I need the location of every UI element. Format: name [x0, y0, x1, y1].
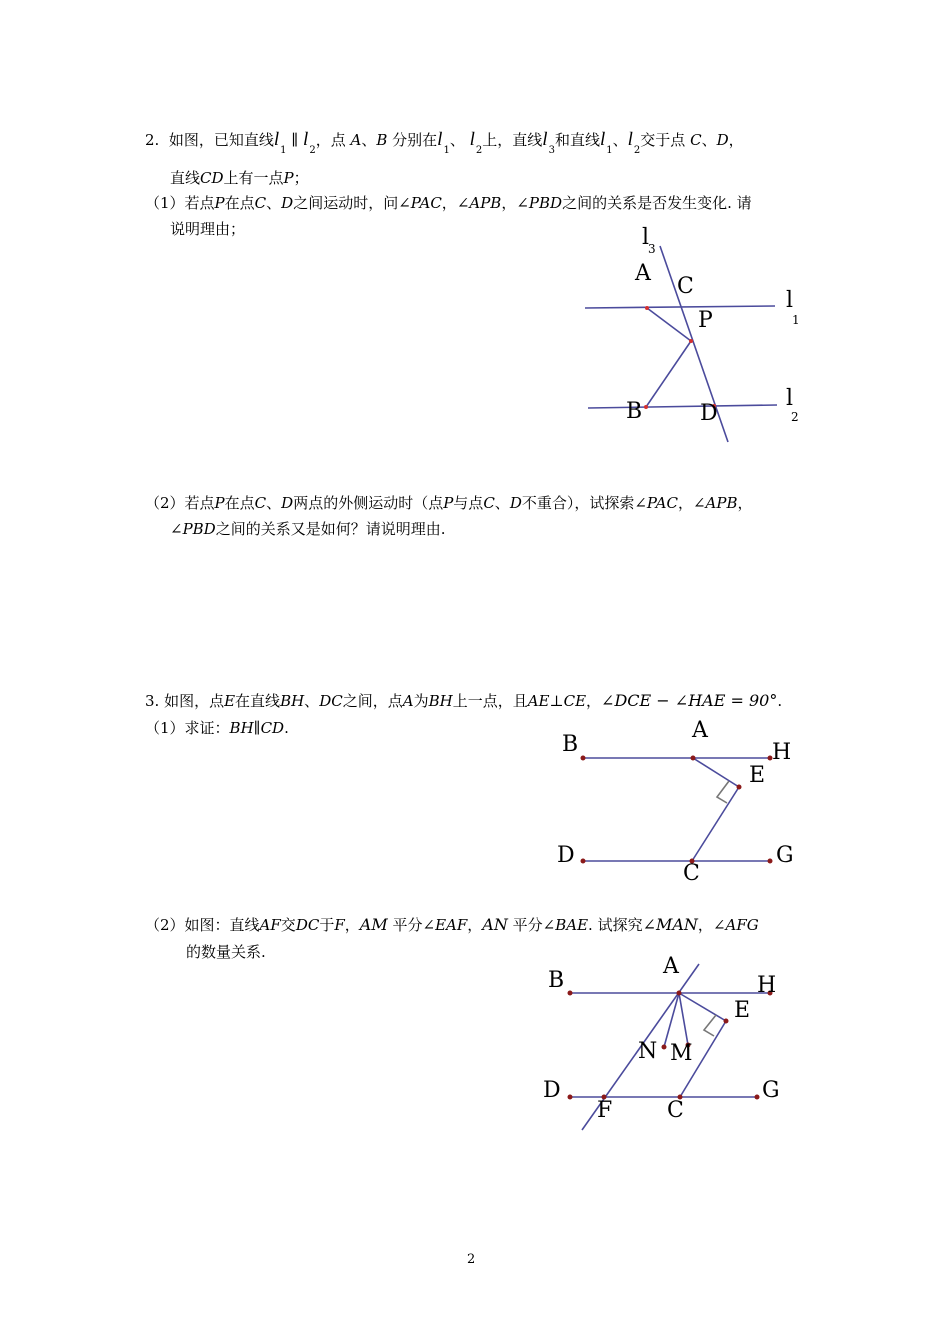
q3-text: ， — [586, 692, 602, 710]
var: P — [214, 194, 225, 212]
label-d: D — [543, 1078, 561, 1103]
q3-text: ， — [467, 916, 483, 934]
label-a: A — [635, 261, 651, 286]
q3-text: ， — [697, 916, 713, 934]
sub: 1 — [280, 145, 287, 156]
sub: 1 — [443, 145, 450, 156]
var: C — [483, 494, 495, 512]
var: D — [281, 494, 294, 512]
label-a: A — [663, 954, 679, 979]
q3-part2-cont: 的数量关系. — [186, 943, 266, 961]
q2-text: 之间运动时，问 — [293, 194, 399, 212]
label-e: E — [749, 763, 766, 788]
sub: 2 — [475, 145, 483, 156]
q3-text: 平分 — [392, 916, 423, 934]
perpendicular: AE⊥CE — [527, 692, 587, 710]
label-l1: l — [786, 288, 794, 313]
label-l3-sub: 3 — [648, 242, 656, 256]
var: DC — [295, 916, 320, 934]
var-l: l — [599, 129, 606, 150]
var: BH — [280, 692, 305, 710]
var: E — [224, 692, 236, 710]
var: P — [283, 169, 294, 187]
q2-text: ， — [677, 494, 693, 512]
var-l: l — [627, 129, 633, 150]
segment-am — [679, 993, 688, 1045]
point-g — [755, 1095, 760, 1100]
var-l: l — [469, 129, 475, 150]
sub: 2 — [633, 145, 641, 156]
label-a: A — [692, 718, 708, 743]
angle: ∠AFG — [712, 916, 759, 934]
q2-text: 、 — [449, 131, 465, 149]
q3-text: 于 — [319, 916, 335, 934]
var-l: l — [273, 129, 280, 150]
q2-text: 分别在 — [392, 131, 438, 149]
q3-text: 、 — [304, 692, 320, 710]
q2-text: 和直线 — [554, 131, 600, 149]
var: BH — [428, 692, 453, 710]
q2-text: ， — [737, 494, 753, 512]
label-h: H — [772, 740, 792, 765]
q3-text: ， — [344, 916, 360, 934]
label-l2-sub: 2 — [791, 410, 799, 424]
q2-text: ， — [728, 131, 744, 149]
q2-text: 、 — [494, 494, 510, 512]
var: B — [376, 131, 388, 149]
q3-text: 之间，点 — [342, 692, 403, 710]
var: A — [350, 131, 362, 149]
label-l1-sub: 1 — [792, 313, 800, 327]
q2-text: （2）若点 — [145, 494, 215, 512]
label-b: B — [562, 732, 579, 757]
q2-text: （1）若点 — [145, 194, 215, 212]
q3-text: （1）求证： — [145, 719, 230, 737]
label-n: N — [638, 1039, 658, 1064]
sub: 1 — [606, 145, 613, 156]
q2-text: ； — [293, 169, 309, 187]
q2-text: 两点的外侧运动时（点 — [293, 494, 444, 512]
q3-text: . — [777, 692, 783, 710]
sub: 3 — [548, 145, 555, 156]
q3-text: 交 — [280, 916, 296, 934]
q3-text: 3. 如图，点 — [145, 692, 225, 710]
label-d: D — [700, 401, 718, 426]
var: AM — [359, 915, 388, 934]
angle: ∠APB — [692, 494, 738, 512]
q2-text: 、 — [361, 131, 377, 149]
angle: ∠PAC — [634, 494, 678, 512]
angle: ∠APB — [456, 194, 502, 212]
right-angle-mark — [704, 1015, 716, 1036]
point-n — [662, 1045, 667, 1050]
q2-text: 不重合），试探索 — [521, 494, 635, 512]
point-e — [724, 1019, 729, 1024]
point-a — [677, 991, 682, 996]
formula: ∠DCE − ∠HAE = 90° — [601, 691, 778, 710]
segment-an — [664, 993, 679, 1047]
label-b: B — [626, 399, 643, 424]
angle: ∠PBD — [516, 194, 563, 212]
q2-text: 与点 — [453, 494, 484, 512]
q3-text: . — [284, 719, 289, 737]
var: AN — [482, 915, 508, 934]
q2-text: 直线 — [170, 169, 201, 187]
page-number: 2 — [467, 1252, 476, 1267]
var: C — [690, 131, 702, 149]
angle: ∠PBD — [170, 520, 216, 538]
var: BH∥CD — [229, 719, 285, 737]
label-b: B — [548, 968, 565, 993]
var: D — [281, 194, 294, 212]
q3-text: 上一点，且 — [452, 692, 528, 710]
var: P — [214, 494, 225, 512]
q2-text: 在点 — [224, 494, 255, 512]
var: A — [402, 692, 414, 710]
label-c: C — [683, 861, 700, 886]
sub: 2 — [309, 145, 316, 156]
var: DC — [319, 692, 343, 710]
angle: ∠EAF — [422, 916, 468, 934]
q2-text: ，点 — [315, 131, 346, 149]
var: CD — [200, 169, 224, 187]
q2-line1: 2. 如图，已知直线$l_1$ ∥ $l_2$，点 A、B 分别在$l_1$、 $l_2$上，直线$l_3$和直线$l_1$、$l_2$交于点 C、D， — [145, 129, 744, 156]
angle: ∠MAN — [642, 915, 698, 934]
label-d: D — [557, 843, 575, 868]
q2-text: 交于点 — [640, 131, 686, 149]
var: AF — [259, 916, 281, 934]
label-l3: l — [642, 225, 650, 250]
label-c: C — [667, 1098, 684, 1123]
angle: ∠BAE — [542, 916, 589, 934]
label-g: G — [776, 843, 794, 868]
label-l2: l — [786, 386, 794, 411]
q2-number: 2 — [145, 131, 155, 149]
q2-text: 、 — [701, 131, 717, 149]
var: P — [443, 494, 454, 512]
q2-text: 、 — [612, 131, 628, 149]
var-l: l — [542, 129, 548, 150]
q2-text: 上有一点 — [223, 169, 284, 187]
q2-text: 在点 — [224, 194, 255, 212]
q2-text: 之间的关系又是如何？请说明理由. — [215, 520, 446, 538]
var-l: l — [437, 129, 443, 150]
q2-part1-cont: 说明理由； — [170, 220, 246, 238]
segment-ae — [679, 993, 726, 1021]
label-c: C — [677, 274, 694, 299]
q3-text: 平分 — [512, 916, 543, 934]
label-p: P — [698, 308, 713, 333]
q3-text: （2）如图：直线 — [145, 916, 260, 934]
var: C — [254, 494, 267, 512]
var: C — [254, 194, 267, 212]
q3-text: 在直线 — [235, 692, 281, 710]
q2-text: 之间的关系是否发生变化. 请 — [562, 194, 752, 212]
point-b — [568, 991, 573, 996]
angle: ∠PAC — [398, 194, 442, 212]
label-h: H — [757, 973, 777, 998]
q3-text: 为 — [413, 692, 429, 710]
q2-text: 如图，已知直线 — [168, 131, 274, 149]
var: D — [716, 131, 729, 149]
var-l: l — [303, 129, 309, 150]
label-g: G — [762, 1078, 780, 1103]
q2-text: 、 — [266, 494, 282, 512]
parallel-symbol: ∥ — [291, 131, 299, 149]
var: D — [509, 494, 522, 512]
var: F — [334, 916, 345, 934]
label-f: F — [597, 1098, 613, 1123]
q2-text: ， — [441, 194, 457, 212]
point-d — [568, 1095, 573, 1100]
label-e: E — [734, 998, 751, 1023]
q3-text: . 试探究 — [588, 916, 643, 934]
q2-text: 、 — [266, 194, 282, 212]
q2-text: ， — [501, 194, 517, 212]
q2-text: 上，直线 — [482, 131, 543, 149]
label-m: M — [670, 1041, 693, 1066]
